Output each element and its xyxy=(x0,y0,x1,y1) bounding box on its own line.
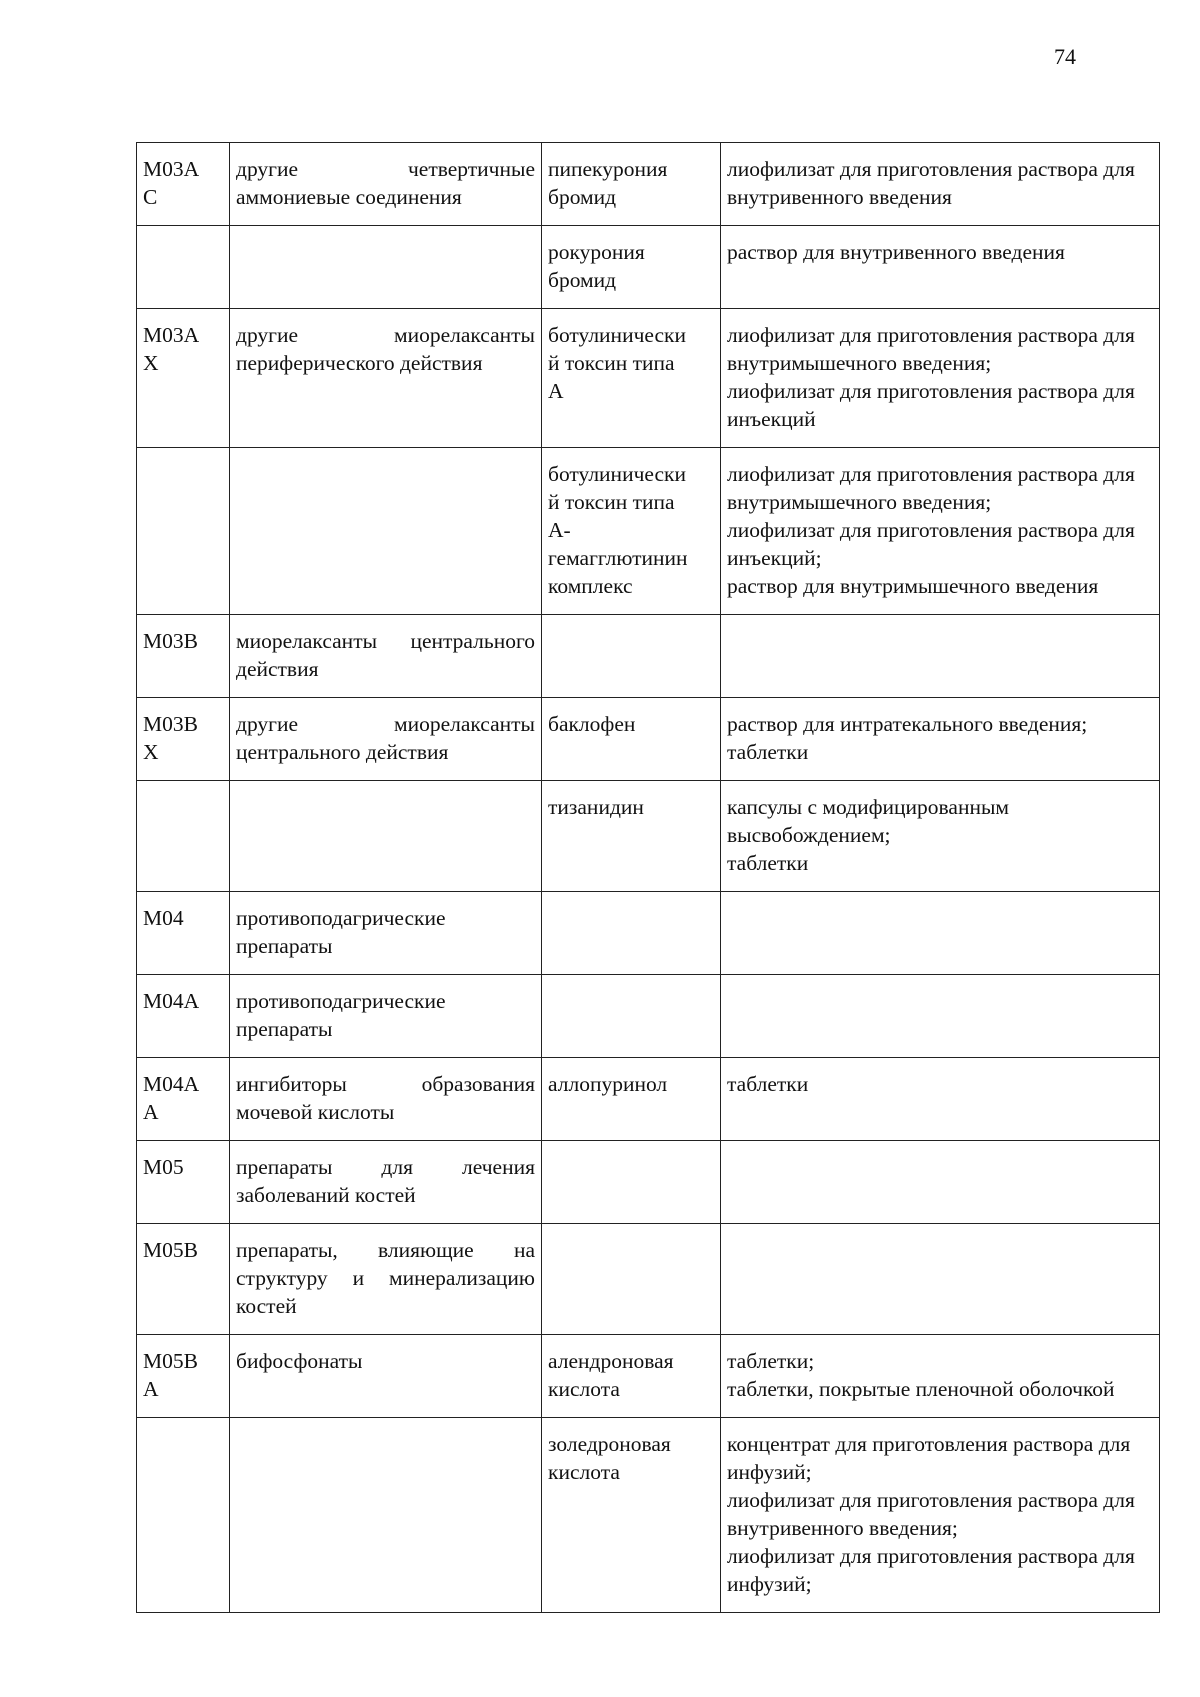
table-row xyxy=(137,975,1160,1058)
drug-name-cell-line: ботулинически xyxy=(548,323,686,347)
drug-name-cell-line: пипекурония xyxy=(548,157,668,181)
drug-name-cell-line: баклофен xyxy=(548,712,636,736)
dosage-form-cell xyxy=(721,448,1160,615)
atc-code-cell-line: M03A xyxy=(143,323,200,347)
atc-code-cell xyxy=(137,143,230,226)
dosage-form-cell-line: лиофилизат для приготовления раствора для инфузий; xyxy=(727,1544,1135,1596)
table-row xyxy=(137,615,1160,698)
table-row xyxy=(137,226,1160,309)
drug-name-cell xyxy=(542,1418,721,1613)
drug-name-cell xyxy=(542,143,721,226)
drug-name-cell xyxy=(542,1224,721,1335)
atc-code-cell xyxy=(137,1335,230,1418)
pharmacological-group-cell: другие четвертичные аммониевые соединения xyxy=(230,143,542,226)
pharmacological-group-cell: противоподагрические препараты xyxy=(230,975,542,1058)
drug-name-cell-line: бромид xyxy=(548,268,617,292)
atc-code-cell xyxy=(137,892,230,975)
table-row xyxy=(137,1418,1160,1613)
drug-name-cell xyxy=(542,615,721,698)
page-number: 74 xyxy=(1054,44,1076,69)
dosage-form-cell-line: раствор для внутривенного введения xyxy=(727,240,1065,264)
table-row xyxy=(137,143,1160,226)
dosage-form-cell-line: таблетки xyxy=(727,1072,809,1096)
pharmacological-group-cell: другие миорелаксанты центрального действия xyxy=(230,698,542,781)
dosage-form-cell-line: лиофилизат для приготовления раствора для внутримышечного введения; xyxy=(727,462,1135,514)
dosage-form-cell-line: таблетки xyxy=(727,740,809,764)
dosage-form-cell-line: раствор для внутримышечного введения xyxy=(727,574,1099,598)
table-body xyxy=(137,143,1160,1613)
atc-code-cell-line: M03B xyxy=(143,629,198,653)
table-row xyxy=(137,1224,1160,1335)
dosage-form-cell xyxy=(721,615,1160,698)
drug-name-cell-line: алендроновая xyxy=(548,1349,674,1373)
dosage-form-cell xyxy=(721,1141,1160,1224)
dosage-form-cell-line: таблетки; xyxy=(727,1349,815,1373)
table-row xyxy=(137,1058,1160,1141)
atc-code-cell xyxy=(137,226,230,309)
drug-name-cell-line: комплекс xyxy=(548,574,633,598)
table-row xyxy=(137,309,1160,448)
drug-name-cell-line: ботулинически xyxy=(548,462,686,486)
atc-code-cell-line: M04 xyxy=(143,906,184,930)
atc-code-cell-line: X xyxy=(143,740,159,764)
drug-name-cell-line: кислота xyxy=(548,1377,620,1401)
dosage-form-cell-line: лиофилизат для приготовления раствора для внутривенного введения xyxy=(727,157,1135,209)
dosage-form-cell xyxy=(721,309,1160,448)
table-row xyxy=(137,781,1160,892)
dosage-form-cell xyxy=(721,1058,1160,1141)
dosage-form-cell xyxy=(721,781,1160,892)
table-row xyxy=(137,1335,1160,1418)
drug-name-cell xyxy=(542,781,721,892)
table-row xyxy=(137,1141,1160,1224)
dosage-form-cell-line: лиофилизат для приготовления раствора для инъекций; xyxy=(727,518,1135,570)
pharmacological-group-cell xyxy=(230,226,542,309)
drug-name-cell-line: й токсин типа xyxy=(548,490,675,514)
dosage-form-cell-line: раствор для интратекального введения; xyxy=(727,712,1088,736)
atc-code-cell-line: M03A xyxy=(143,157,200,181)
drug-name-cell xyxy=(542,448,721,615)
dosage-form-cell-line: концентрат для приготовления раствора для инфузий; xyxy=(727,1432,1131,1484)
atc-code-cell xyxy=(137,1418,230,1613)
dosage-form-cell xyxy=(721,698,1160,781)
drug-name-cell-line: рокурония xyxy=(548,240,645,264)
pharmacological-group-cell xyxy=(230,781,542,892)
drug-name-cell xyxy=(542,1058,721,1141)
atc-code-cell-line: C xyxy=(143,185,158,209)
drug-table xyxy=(136,142,1160,1613)
atc-code-cell-line: A xyxy=(143,1100,159,1124)
pharmacological-group-cell: противоподагрические препараты xyxy=(230,892,542,975)
dosage-form-cell-line: капсулы с модифицированным высвобождением; xyxy=(727,795,1010,847)
drug-name-cell-line: А- xyxy=(548,518,571,542)
drug-name-cell xyxy=(542,892,721,975)
drug-name-cell-line: А xyxy=(548,379,564,403)
drug-name-cell-line: аллопуринол xyxy=(548,1072,668,1096)
dosage-form-cell-line: лиофилизат для приготовления раствора для инъекций xyxy=(727,379,1135,431)
drug-name-cell-line: бромид xyxy=(548,185,617,209)
atc-code-cell-line: X xyxy=(143,351,159,375)
dosage-form-cell xyxy=(721,1418,1160,1613)
atc-code-cell-line: M04A xyxy=(143,1072,200,1096)
dosage-form-cell xyxy=(721,892,1160,975)
atc-code-cell xyxy=(137,1058,230,1141)
table-row xyxy=(137,892,1160,975)
atc-code-cell xyxy=(137,781,230,892)
drug-name-cell-line: гемагглютинин xyxy=(548,546,688,570)
pharmacological-group-cell xyxy=(230,1418,542,1613)
dosage-form-cell-line: лиофилизат для приготовления раствора для внутримышечного введения; xyxy=(727,323,1135,375)
atc-code-cell-line: M05B xyxy=(143,1238,198,1262)
pharmacological-group-cell: миорелаксанты центрального действия xyxy=(230,615,542,698)
dosage-form-cell xyxy=(721,1335,1160,1418)
drug-name-cell xyxy=(542,698,721,781)
drug-name-cell-line: золедроновая xyxy=(548,1432,671,1456)
dosage-form-cell-line: таблетки, покрытые пленочной оболочкой xyxy=(727,1377,1115,1401)
pharmacological-group-cell: бифосфонаты xyxy=(230,1335,542,1418)
atc-code-cell xyxy=(137,615,230,698)
dosage-form-cell xyxy=(721,1224,1160,1335)
atc-code-cell-line: M05 xyxy=(143,1155,184,1179)
dosage-form-cell xyxy=(721,143,1160,226)
atc-code-cell-line: M04A xyxy=(143,989,200,1013)
drug-name-cell xyxy=(542,1335,721,1418)
drug-name-cell xyxy=(542,975,721,1058)
dosage-form-cell xyxy=(721,226,1160,309)
drug-name-cell-line: кислота xyxy=(548,1460,620,1484)
drug-name-cell-line: тизанидин xyxy=(548,795,644,819)
atc-code-cell xyxy=(137,698,230,781)
pharmacological-group-cell: другие миорелаксанты периферического действия xyxy=(230,309,542,448)
dosage-form-cell-line: лиофилизат для приготовления раствора для внутривенного введения; xyxy=(727,1488,1135,1540)
atc-code-cell-line: A xyxy=(143,1377,159,1401)
drug-name-cell xyxy=(542,226,721,309)
atc-code-cell xyxy=(137,448,230,615)
table-row xyxy=(137,698,1160,781)
table-row xyxy=(137,448,1160,615)
drug-name-cell-line: й токсин типа xyxy=(548,351,675,375)
pharmacological-group-cell xyxy=(230,448,542,615)
drug-name-cell xyxy=(542,1141,721,1224)
atc-code-cell xyxy=(137,975,230,1058)
pharmacological-group-cell: препараты для лечения заболеваний костей xyxy=(230,1141,542,1224)
atc-code-cell-line: M03B xyxy=(143,712,198,736)
atc-code-cell xyxy=(137,1141,230,1224)
atc-code-cell-line: M05B xyxy=(143,1349,198,1373)
atc-code-cell xyxy=(137,309,230,448)
drug-name-cell xyxy=(542,309,721,448)
dosage-form-cell-line: таблетки xyxy=(727,851,809,875)
atc-code-cell xyxy=(137,1224,230,1335)
pharmacological-group-cell: препараты, влияющие на структуру и минерализацию костей xyxy=(230,1224,542,1335)
pharmacological-group-cell: ингибиторы образования мочевой кислоты xyxy=(230,1058,542,1141)
dosage-form-cell xyxy=(721,975,1160,1058)
